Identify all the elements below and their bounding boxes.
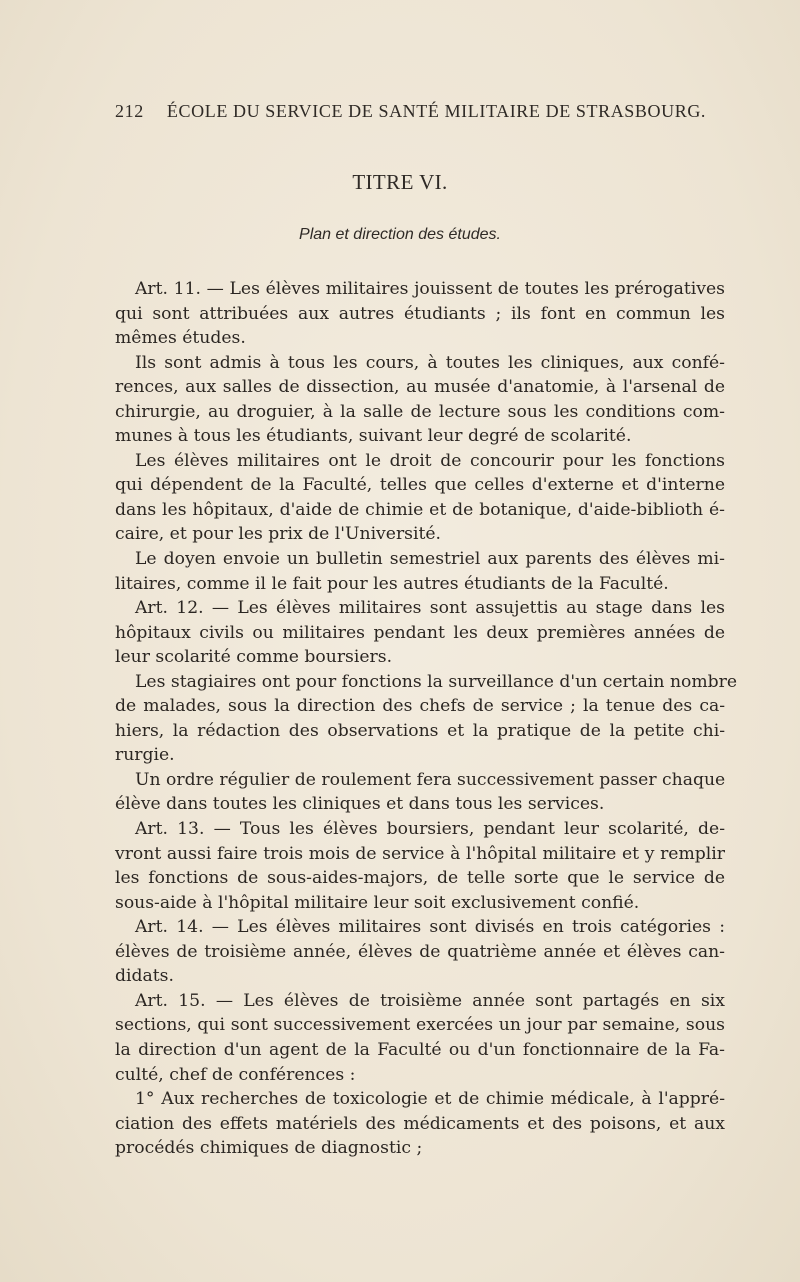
text-line: didats. <box>115 966 174 987</box>
text-line: hiers, la rédaction des observations et la pratique de la petite chi- <box>115 720 725 741</box>
body-text <box>115 277 738 1161</box>
text-line: sections, qui sont successivement exercées un jour par semaine, sous <box>115 1015 725 1036</box>
text-line: ciation des effets matériels des médicaments et des poisons, et aux <box>115 1113 725 1134</box>
text-line: Les stagiaires ont pour fonctions la surveillance d'un certain nombre <box>135 671 738 692</box>
text-line: de malades, sous la direction des chefs de service ; la tenue des ca- <box>115 696 725 717</box>
text-line: qui sont attribuées aux autres étudiants ; ils font en commun les <box>115 303 725 324</box>
running-title: ÉCOLE DU SERVICE DE SANTÉ MILITAIRE DE STRASBOURG. <box>166 101 707 121</box>
page-number: 212 <box>115 101 144 121</box>
text-line: Art. 13. — Tous les élèves boursiers, pendant leur scolarité, de- <box>135 819 725 840</box>
text-line: Art. 14. — Les élèves militaires sont divisés en trois catégories : <box>135 917 725 938</box>
text-line: hôpitaux civils ou militaires pendant les deux premières années de <box>115 622 725 643</box>
text-line: chirurgie, au droguier, à la salle de lecture sous les conditions com- <box>115 401 725 422</box>
text-line: rurgie. <box>115 745 175 766</box>
text-line: 1° Aux recherches de toxicologie et de chimie médicale, à l'appré- <box>135 1089 725 1110</box>
text-line: litaires, comme il le fait pour les autres étudiants de la Faculté. <box>115 573 669 594</box>
text-line: élèves de troisième année, élèves de quatrième année et élèves can- <box>115 941 725 962</box>
text-line: la direction d'un agent de la Faculté ou d'un fonctionnaire de la Fa- <box>115 1039 725 1060</box>
text-line: Un ordre régulier de roulement fera successivement passer chaque <box>135 769 726 790</box>
text-line: leur scolarité comme boursiers. <box>115 647 393 668</box>
text-line: Art. 12. — Les élèves militaires sont assujettis au stage dans les <box>135 598 725 619</box>
section-subtitle: Plan et direction des études. <box>299 226 501 243</box>
text-line: Art. 15. — Les élèves de troisième année sont partagés en six <box>135 990 725 1011</box>
text-line: Ils sont admis à tous les cours, à toutes les cliniques, aux confé- <box>135 352 725 373</box>
text-line: caire, et pour les prix de l'Université. <box>115 524 442 545</box>
text-line: procédés chimiques de diagnostic ; <box>115 1138 423 1159</box>
text-line: mêmes études. <box>115 328 246 349</box>
text-line: sous-aide à l'hôpital militaire leur soit exclusivement confié. <box>115 892 640 913</box>
text-line: vront aussi faire trois mois de service à l'hôpital militaire et y remplir <box>115 843 725 864</box>
text-line: Le doyen envoie un bulletin semestriel aux parents des élèves mi- <box>135 549 725 570</box>
text-line: munes à tous les étudiants, suivant leur degré de scolarité. <box>115 426 632 447</box>
running-head <box>115 101 715 122</box>
text-line: Les élèves militaires ont le droit de concourir pour les fonctions <box>135 450 725 471</box>
text-line: culté, chef de conférences : <box>115 1064 356 1085</box>
text-line: qui dépendent de la Faculté, telles que celles d'externe et d'interne <box>115 475 725 496</box>
text-line: les fonctions de sous-aides-majors, de telle sorte que le service de <box>115 868 725 889</box>
text-line: élève dans toutes les cliniques et dans tous les services. <box>115 794 605 815</box>
text-line: rences, aux salles de dissection, au musée d'anatomie, à l'arsenal de <box>115 377 725 398</box>
text-line: dans les hôpitaux, d'aide de chimie et de botanique, d'aide-biblioth é- <box>115 499 725 520</box>
text-line: Art. 11. — Les élèves militaires jouissent de toutes les prérogatives <box>135 279 725 299</box>
section-title: TITRE VI. <box>352 170 448 194</box>
